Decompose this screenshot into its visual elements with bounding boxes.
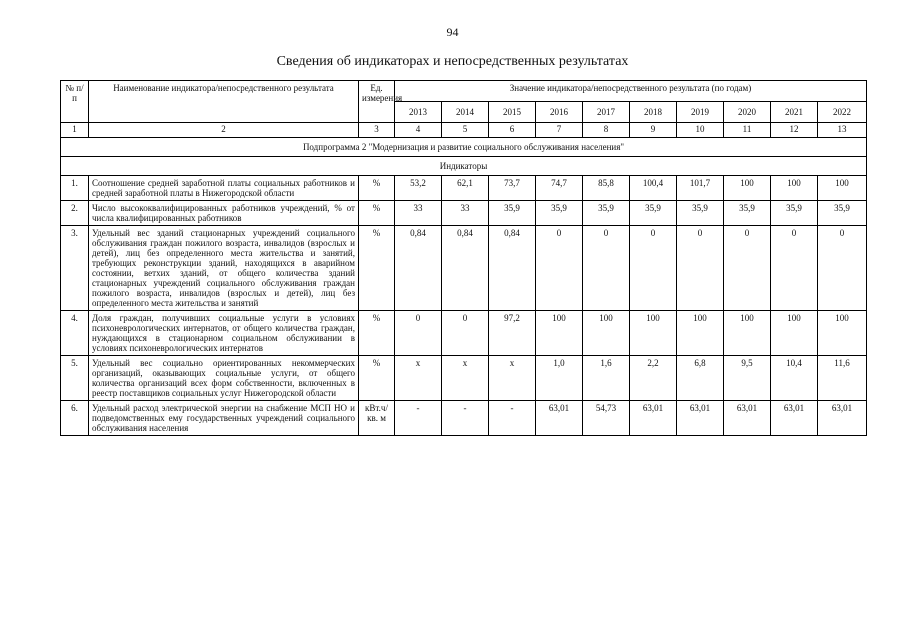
value-cell: 54,73	[583, 401, 630, 436]
unit-cell: %	[359, 226, 395, 311]
column-number: 8	[583, 123, 630, 138]
value-cell: -	[395, 401, 442, 436]
value-cell: 35,9	[771, 201, 818, 226]
value-cell: 62,1	[442, 176, 489, 201]
value-cell: 63,01	[536, 401, 583, 436]
header-unit: Ед. измерения	[359, 81, 395, 123]
value-cell: 35,9	[489, 201, 536, 226]
value-cell: 0	[395, 311, 442, 356]
subprogram-row	[61, 138, 867, 157]
value-cell: 35,9	[818, 201, 867, 226]
value-cell: 0	[630, 226, 677, 311]
value-cell: 35,9	[677, 201, 724, 226]
section-row	[61, 157, 867, 176]
table-row	[61, 401, 867, 436]
unit-cell: %	[359, 356, 395, 401]
value-cell: 0	[677, 226, 724, 311]
value-cell: 100	[630, 311, 677, 356]
value-cell: 100,4	[630, 176, 677, 201]
value-cell: 63,01	[818, 401, 867, 436]
value-cell: 10,4	[771, 356, 818, 401]
header-year: 2022	[818, 102, 867, 123]
value-cell: 101,7	[677, 176, 724, 201]
indicator-name: Удельный вес зданий стационарных учреждений социального обслуживания граждан пожилого возраста, инвалидов (взрослых и детей), лиц без определенного места жительства и занятий, требующих реконструкции зданий, находящихся в аварийном состоянии, ветхих зданий, от общего количества зданий стационарных учреждений социального обслуживания граждан пожилого возраста, инвалидов (взрослых и детей), лиц без определенного места жительства и занятий	[89, 226, 359, 311]
column-number: 7	[536, 123, 583, 138]
value-cell: 74,7	[536, 176, 583, 201]
value-cell: 100	[771, 311, 818, 356]
value-cell: 100	[724, 176, 771, 201]
header-year: 2013	[395, 102, 442, 123]
value-cell: -	[489, 401, 536, 436]
section-title: Индикаторы	[61, 157, 867, 176]
row-number: 3.	[61, 226, 89, 311]
row-number: 1.	[61, 176, 89, 201]
header-year: 2020	[724, 102, 771, 123]
row-number: 2.	[61, 201, 89, 226]
table-row	[61, 356, 867, 401]
value-cell: 33	[442, 201, 489, 226]
indicator-name: Соотношение средней заработной платы социальных работников и средней заработной платы в Нижегородской области	[89, 176, 359, 201]
value-cell: 2,2	[630, 356, 677, 401]
table-row	[61, 201, 867, 226]
row-number: 4.	[61, 311, 89, 356]
value-cell: 35,9	[724, 201, 771, 226]
column-number: 2	[89, 123, 359, 138]
value-cell: 85,8	[583, 176, 630, 201]
value-cell: 0,84	[395, 226, 442, 311]
header-name: Наименование индикатора/непосредственного результата	[89, 81, 359, 123]
header-year: 2014	[442, 102, 489, 123]
indicator-name: Доля граждан, получивших социальные услуги в условиях психоневрологических интернатов, от общего количества граждан, нуждающихся в стационарном социальном обслуживании в условиях психоневрологических интернатов	[89, 311, 359, 356]
value-cell: 100	[536, 311, 583, 356]
column-number: 5	[442, 123, 489, 138]
value-cell: 6,8	[677, 356, 724, 401]
column-numbers-row	[61, 123, 867, 138]
header-values: Значение индикатора/непосредственного результата (по годам)	[395, 81, 867, 102]
unit-cell: %	[359, 311, 395, 356]
value-cell: 100	[724, 311, 771, 356]
column-number: 4	[395, 123, 442, 138]
unit-cell: %	[359, 201, 395, 226]
column-number: 6	[489, 123, 536, 138]
value-cell: х	[395, 356, 442, 401]
value-cell: 97,2	[489, 311, 536, 356]
subprogram-title: Подпрограмма 2 "Модернизация и развитие социального обслуживания населения"	[61, 138, 867, 157]
header-year: 2019	[677, 102, 724, 123]
row-number: 6.	[61, 401, 89, 436]
column-number: 13	[818, 123, 867, 138]
value-cell: 63,01	[677, 401, 724, 436]
document-title: Сведения об индикаторах и непосредственных результатах	[276, 54, 629, 69]
value-cell: 0	[583, 226, 630, 311]
value-cell: 0,84	[442, 226, 489, 311]
value-cell: х	[489, 356, 536, 401]
value-cell: -	[442, 401, 489, 436]
unit-cell: %	[359, 176, 395, 201]
column-number: 9	[630, 123, 677, 138]
value-cell: 1,6	[583, 356, 630, 401]
value-cell: 63,01	[771, 401, 818, 436]
column-number: 1	[61, 123, 89, 138]
header-year: 2021	[771, 102, 818, 123]
value-cell: 0	[818, 226, 867, 311]
column-number: 12	[771, 123, 818, 138]
value-cell: 11,6	[818, 356, 867, 401]
value-cell: 9,5	[724, 356, 771, 401]
column-number: 10	[677, 123, 724, 138]
value-cell: 33	[395, 201, 442, 226]
header-year: 2016	[536, 102, 583, 123]
value-cell: 100	[677, 311, 724, 356]
value-cell: 35,9	[583, 201, 630, 226]
value-cell: 1,0	[536, 356, 583, 401]
unit-cell: кВт.ч/ кв. м	[359, 401, 395, 436]
column-number: 11	[724, 123, 771, 138]
indicator-name: Удельный расход электрической энергии на снабжение МСП НО и подведомственных ему государственных учреждений социального обслуживания населения	[89, 401, 359, 436]
value-cell: 35,9	[630, 201, 677, 226]
value-cell: 100	[771, 176, 818, 201]
indicators-table	[60, 80, 867, 436]
header-no: № п/п	[61, 81, 89, 123]
indicator-name: Удельный вес социально ориентированных некоммерческих организаций, оказывающих социальные услуги, от общего количества организаций всех форм собственности, включенных в реестр поставщиков социальных услуг Нижегородской области	[89, 356, 359, 401]
page-number: 94	[446, 25, 459, 39]
value-cell: 0,84	[489, 226, 536, 311]
table-row	[61, 226, 867, 311]
header-year: 2017	[583, 102, 630, 123]
value-cell: 73,7	[489, 176, 536, 201]
value-cell: 63,01	[724, 401, 771, 436]
value-cell: 35,9	[536, 201, 583, 226]
column-number: 3	[359, 123, 395, 138]
value-cell: 100	[818, 176, 867, 201]
header-year: 2015	[489, 102, 536, 123]
row-number: 5.	[61, 356, 89, 401]
value-cell: 0	[724, 226, 771, 311]
table-row	[61, 311, 867, 356]
value-cell: 0	[442, 311, 489, 356]
indicator-name: Число высококвалифицированных работников учреждений, % от числа квалифицированных работников	[89, 201, 359, 226]
value-cell: 100	[818, 311, 867, 356]
table-row	[61, 176, 867, 201]
value-cell: 63,01	[630, 401, 677, 436]
value-cell: 100	[583, 311, 630, 356]
header-row	[61, 81, 867, 102]
value-cell: 0	[536, 226, 583, 311]
value-cell: 53,2	[395, 176, 442, 201]
value-cell: х	[442, 356, 489, 401]
value-cell: 0	[771, 226, 818, 311]
header-year: 2018	[630, 102, 677, 123]
